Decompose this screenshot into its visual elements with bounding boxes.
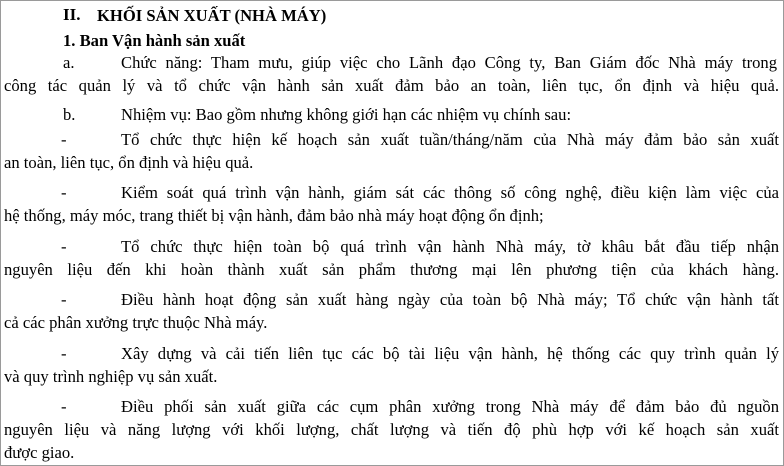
- duty-1-line-1: Tổ chức thực hiện kế hoạch sản xuất tuần/tháng/năm của Nhà máy đảm bảo sản xuất: [121, 130, 779, 149]
- duty-2-line-1: Kiểm soát quá trình vận hành, giám sát các thông số công nghệ, điều kiện làm việc của: [121, 183, 779, 202]
- section-number: II.: [63, 5, 81, 24]
- duty-2-dash: -: [61, 183, 67, 202]
- subsection-title: 1. Ban Vận hành sản xuất: [63, 31, 246, 50]
- duty-6-line-1: Điều phối sản xuất giữa các cụm phân xưởng trong Nhà máy để đảm bảo đủ nguồn: [121, 397, 779, 416]
- item-a-line-1: Chức năng: Tham mưu, giúp việc cho Lãnh đạo Công ty, Ban Giám đốc Nhà máy trong: [121, 53, 777, 72]
- duty-1-dash: -: [61, 130, 67, 149]
- duty-3-line-1: Tổ chức thực hiện toàn bộ quá trình vận hành Nhà máy, tờ khâu bắt đầu tiếp nhận: [121, 237, 779, 256]
- item-a-line-2: công tác quản lý và tổ chức vận hành sản xuất đảm bảo an toàn, liên tục, ổn định và hiệu quả.: [4, 76, 779, 95]
- duty-4-dash: -: [61, 290, 67, 309]
- section-title: KHỐI SẢN XUẤT (NHÀ MÁY): [97, 6, 327, 25]
- item-b-marker: b.: [63, 105, 76, 124]
- duty-3-dash: -: [61, 237, 67, 256]
- item-b-line-1: Nhiệm vụ: Bao gồm nhưng không giới hạn các nhiệm vụ chính sau:: [121, 105, 572, 124]
- duty-6-line-2: nguyên liệu và năng lượng với khối lượng, chất lượng và tiến độ phù hợp với kế hoạch sản xuất: [4, 420, 779, 439]
- duty-5-dash: -: [61, 344, 67, 363]
- duty-5-line-2: và quy trình nghiệp vụ sản xuất.: [4, 367, 218, 386]
- duty-6-line-3: được giao.: [4, 443, 75, 462]
- duty-6-dash: -: [61, 397, 67, 416]
- duty-3-line-2: nguyên liệu đến khi hoàn thành xuất sản phẩm thương mại lên phương tiện của khách hàng.: [4, 260, 779, 279]
- duty-4-line-1: Điều hành hoạt động sản xuất hàng ngày của toàn bộ Nhà máy; Tổ chức vận hành tất: [121, 290, 779, 309]
- duty-1-line-2: an toàn, liên tục, ổn định và hiệu quả.: [4, 153, 254, 172]
- duty-4-line-2: cả các phân xưởng trực thuộc Nhà máy.: [4, 313, 268, 332]
- duty-2-line-2: hệ thống, máy móc, trang thiết bị vận hành, đảm bảo nhà máy hoạt động ổn định;: [4, 206, 544, 225]
- item-a-marker: a.: [63, 53, 75, 72]
- duty-5-line-1: Xây dựng và cải tiến liên tục các bộ tài liệu vận hành, hệ thống các quy trình quản lý: [121, 344, 779, 363]
